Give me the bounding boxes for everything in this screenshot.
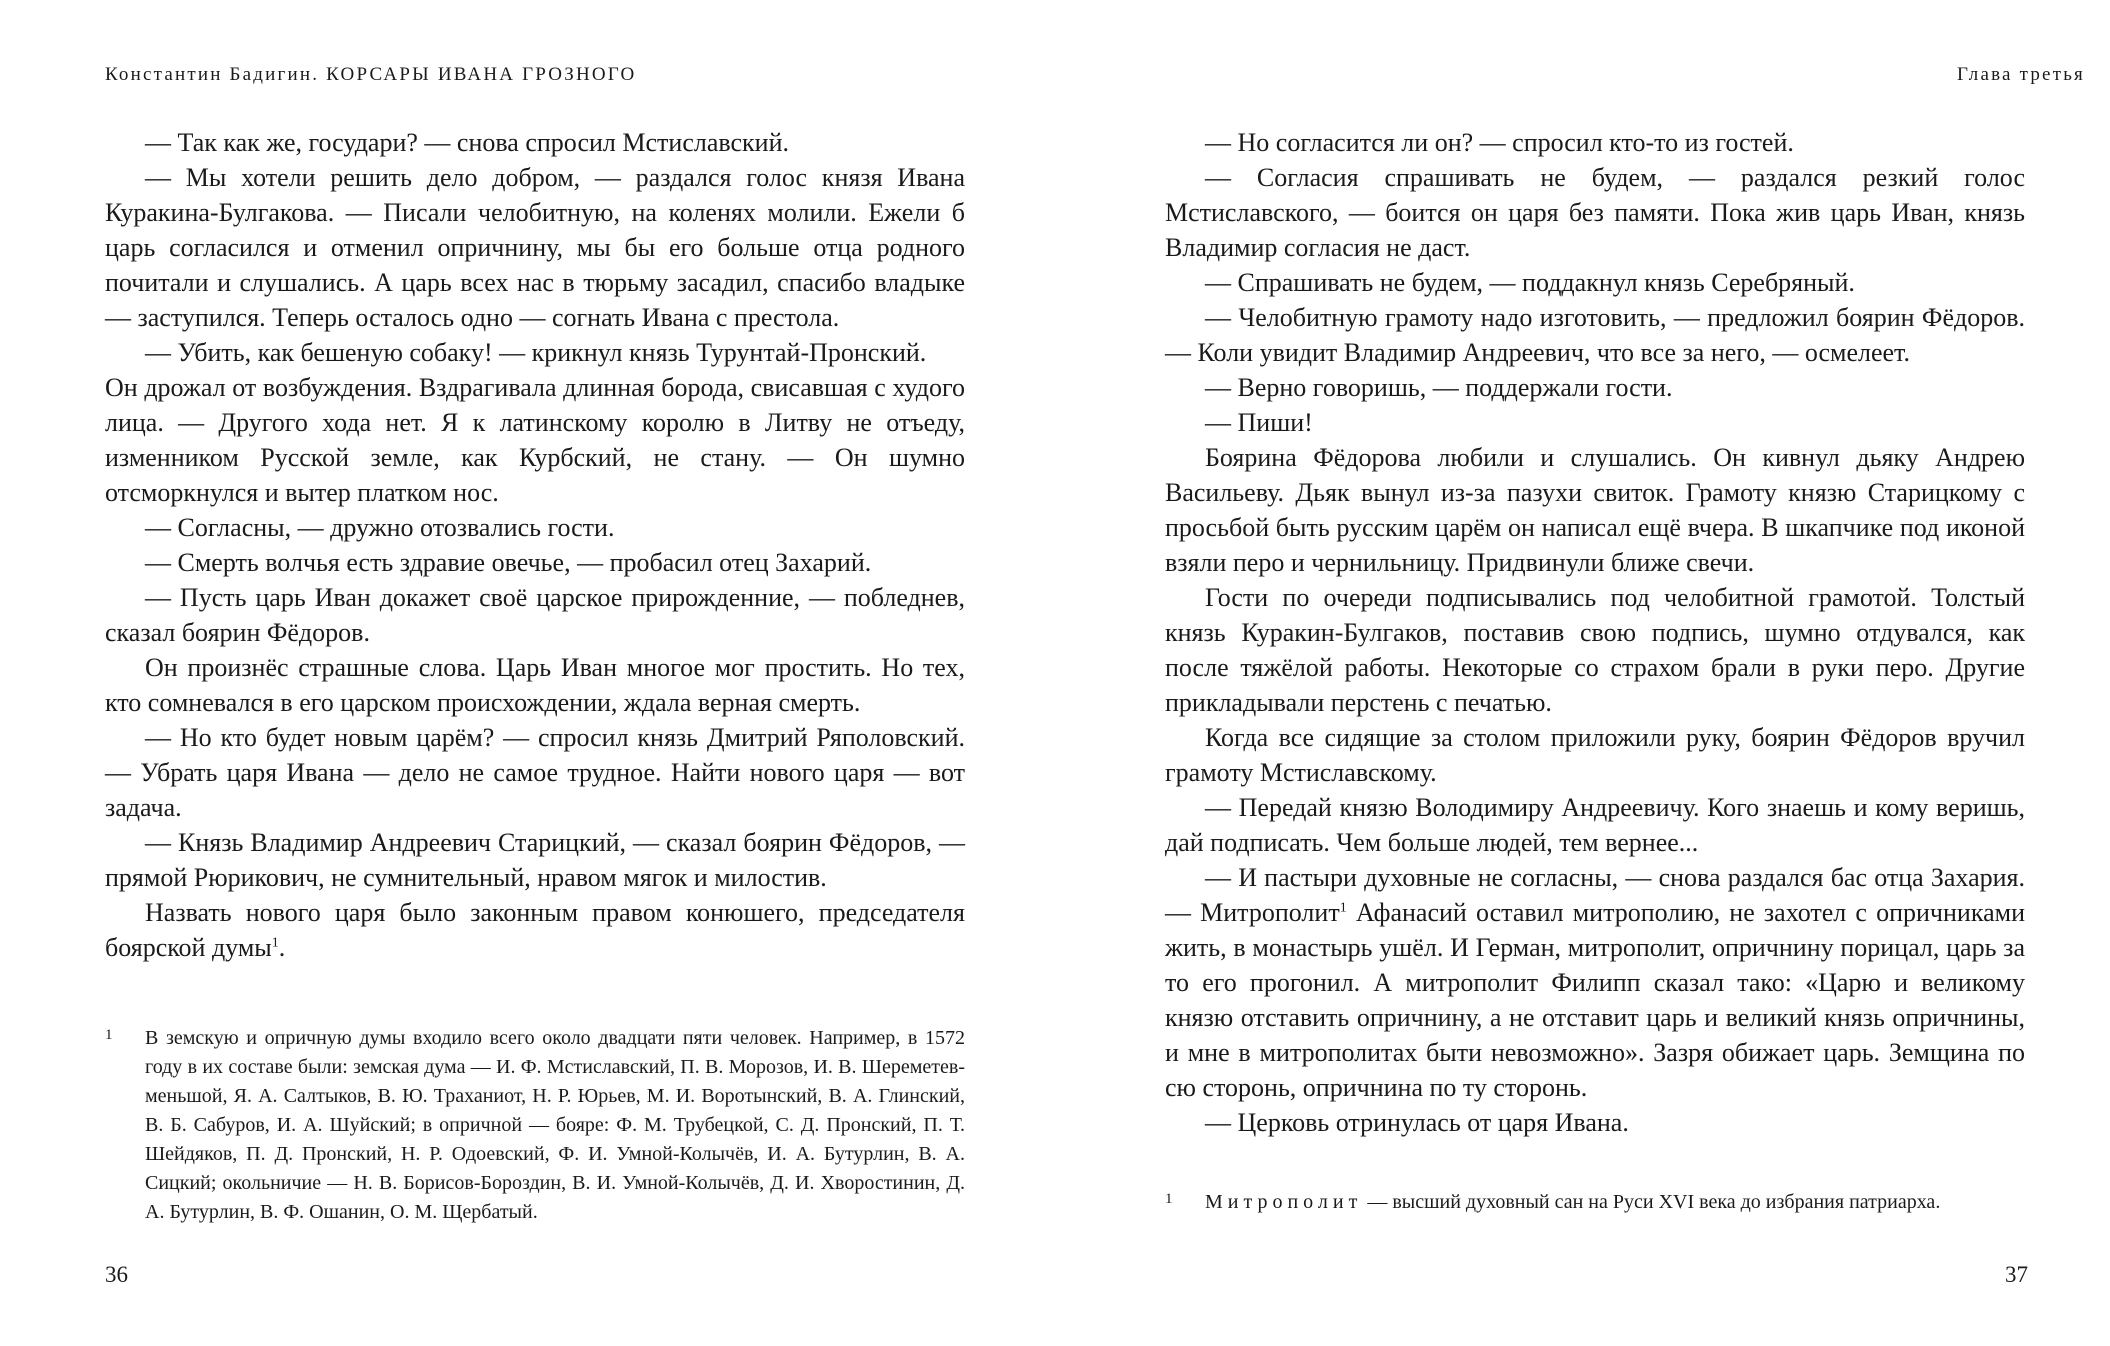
footnote-mark: 1 [1165,1191,1173,1207]
paragraph: — Согласия спрашивать не будем, — раздался резкий голос Мстиславского, — боится он царя без памяти. Пока жив царь Иван, князь Владимир согласия не даст. [1165,163,2025,262]
footnote [1165,1188,2025,1217]
paragraph-text: Назвать нового царя было законным правом конюшего, председателя боярской думы [105,898,965,962]
page-number-left: 36 [105,1262,128,1287]
paragraph: — Убить, как бешеную собаку! — крикнул князь Турунтай-Пронский. [145,338,927,367]
paragraph: — Согласны, — дружно отозвались гости. [145,513,615,542]
body-text-left [105,125,965,965]
paragraph: Когда все сидящие за столом приложили руку, боярин Фёдоров вручил грамоту Мстиславскому. [1165,723,2025,787]
footnote-reference[interactable]: 1 [1339,900,1347,916]
paragraph: — Пиши! [1205,408,1313,437]
paragraph: — Так как же, государи? — снова спросил Мстиславский. [145,128,789,157]
paragraph: — Челобитную грамоту надо изготовить, — предложил боярин Фёдоров. — Коли увидит Владимир Андреевич, что все за него, — осмелеет. [1165,303,2025,367]
footnote-term: Митрополит [1205,1191,1363,1213]
footnote-text: — высший духовный сан на Руси XVI века до избрания патриарха. [1367,1191,1941,1213]
running-head-left: Константин Бадигин. КОРСАРЫ ИВАНА ГРОЗНОГО [105,64,637,85]
paragraph: — Церковь отринулась от царя Ивана. [1205,1108,1629,1137]
paragraph: Боярина Фёдорова любили и слушались. Он кивнул дьяку Андрею Васильеву. Дьяк вынул из-за пазухи свиток. Грамоту князю Старицкому с просьбой быть русским царём он написал ещё вчера. В шкапчике под иконой взяли перо и чернильницу. Придвинули ближе свечи. [1165,443,2025,577]
footnotes-left [105,1024,965,1227]
body-text-right [1165,125,2025,1140]
paragraph: — Но согласится ли он? — спросил кто-то из гостей. [1205,128,1794,157]
footnote-mark: 1 [105,1027,113,1043]
footnote-reference[interactable]: 1 [271,935,279,951]
paragraph: — Но кто будет новым царём? — спросил князь Дмитрий Ряполовский. — Убрать царя Ивана — дело не самое трудное. Найти нового царя — вот задача. [105,723,965,822]
running-head-right: Глава третья [1957,64,2085,85]
paragraph: — Мы хотели решить дело добром, — раздался голос князя Ивана Куракина-Булгакова. — Писали челобитную, на коленях молили. Ежели б царь согласился и отменил опричнину, мы бы его больше отца родного почитали и слушались. А царь всех нас в тюрьму засадил, спасибо владыке — заступился. Теперь осталось одно — согнать Ивана с престола. [105,163,965,332]
page-number-right: 37 [2005,1262,2028,1287]
paragraph-with-note: Назвать нового царя было законным правом конюшего, председателя боярской думы$^1$. [105,898,965,962]
paragraph: Гости по очереди подписывались под челобитной грамотой. Толстый князь Куракин-Булгаков, поставив свою подпись, шумно отдувался, как после тяжёлой работы. Некоторые со страхом брали в руки перо. Другие прикладывали перстень с печатью. [1165,583,2025,717]
footnote-text: В земскую и опричную думы входило всего около двадцати пяти человек. Например, в 1572 году в их составе были: земская дума — И. Ф. Мстиславский, П. В. Морозов, И. В. Шереметев-меньшой, Я. А. Салтыков, В. Ю. Траханиот, Н. Р. Юрьев, М. И. Воротынский, В. А. Глинский, В. Б. Сабуров, И. А. Шуйский; в опричной — бояре: Ф. М. Трубецкой, С. Д. Пронский, П. Т. Шейдяков, П. Д. Пронский, Н. Р. Одоевский, Ф. И. Умной-Колычёв, И. А. Бутурлин, В. А. Сицкий; окольничие — Н. В. Борисов-Бороздин, В. И. Умной-Колычёв, Д. И. Хворостинин, Д. А. Бутурлин, В. Ф. Ошанин, О. М. Щербатый. [145,1027,965,1223]
paragraph-text: — И пастыри духовные не согласны, — снова раздался бас отца Захария. — Митрополит [1165,863,2025,927]
paragraph: — Князь Владимир Андреевич Старицкий, — сказал боярин Фёдоров, — прямой Рюрикович, не сумнительный, нравом мягок и милостив. [105,828,965,892]
paragraph: Он произнёс страшные слова. Царь Иван многое мог простить. Но тех, кто сомневался в его царском происхождении, ждала верная смерть. [105,653,965,717]
paragraph: Он дрожал от возбуждения. Вздрагивала длинная борода, свисавшая с худого лица. — Другого хода нет. Я к латинскому королю в Литву не отъеду, изменником Русской земле, как Курбский, не стану. — Он шумно отсморкнулся и вытер платком нос. [105,373,965,507]
paragraph: — Пусть царь Иван докажет своё царское прирожденние, — побледнев, сказал боярин Фёдоров. [105,583,965,647]
paragraph: — Смерть волчья есть здравие овечье, — пробасил отец Захарий. [145,548,872,577]
paragraph: — Верно говоришь, — поддержали гости. [1205,373,1673,402]
right-page [1055,0,2110,1346]
footnote [105,1024,965,1227]
footnotes-right [1165,1188,2025,1217]
paragraph: — Передай князю Володимиру Андреевичу. Кого знаешь и кому веришь, дай подписать. Чем больше людей, тем вернее... [1165,793,2025,857]
paragraph-text: Афанасий оставил митрополию, не захотел с опричниками жить, в монастырь ушёл. И Герман, митрополит, опричнину порицал, царь за то его прогонил. А митрополит Филипп сказал тако: «Царю и великому князю отставить опричнину, а не отставит царь и великий князь опричнины, и мне в митрополитах быти невозможно». Зазря обижает царь. Земщина по сю сторонь, опричнина по ту сторонь. [1165,898,2025,1102]
paragraph: — Спрашивать не будем, — поддакнул князь Серебряный. [1205,268,1855,297]
paragraph-with-note [1165,860,2025,1105]
